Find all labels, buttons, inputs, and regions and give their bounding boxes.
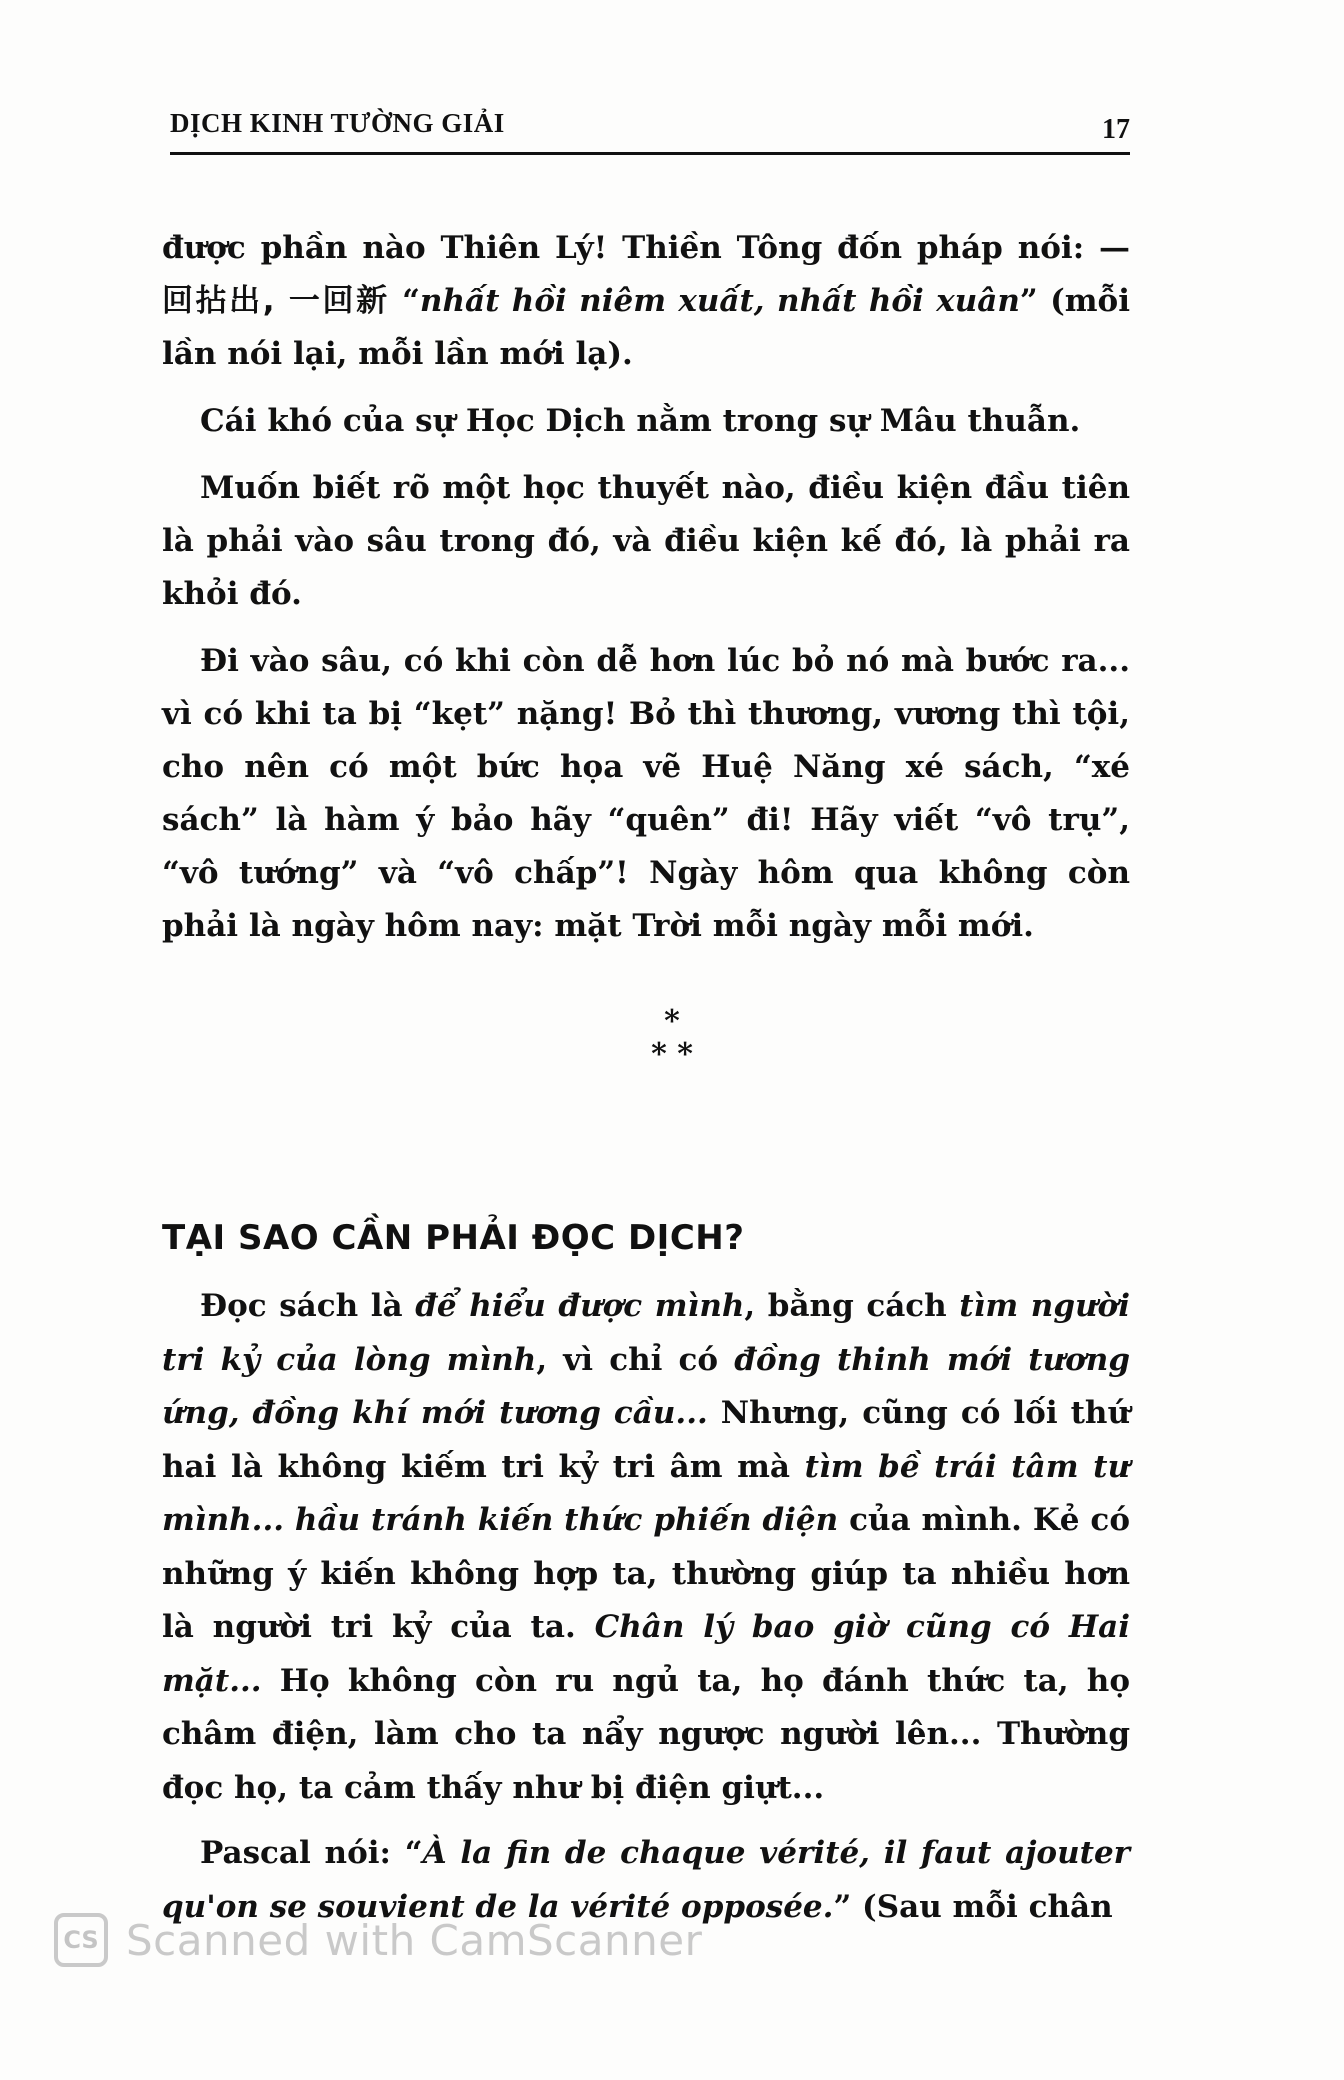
paragraph-3: Muốn biết rõ một học thuyết nào, điều kiện đầu tiên là phải vào sâu trong đó, và điều kiện kế đó, là phải ra khỏi đó. bbox=[162, 470, 1130, 612]
p5-text-b: , bằng cách bbox=[744, 1288, 960, 1324]
camscanner-logo-icon: CS bbox=[54, 1913, 108, 1967]
p5-italic-2: tìm người tri kỷ của lòng mình bbox=[162, 1288, 1130, 1378]
section-one bbox=[162, 222, 1130, 967]
p5-italic-1: để hiểu được mình bbox=[415, 1288, 745, 1324]
p6-text-b: ” (Sau mỗi chân bbox=[833, 1888, 1113, 1925]
p5-text-f: Họ không còn ru ngủ ta, họ đánh thức ta, họ châm điện, làm cho ta nẩy ngược người lên... Thường đọc họ, ta cảm thấy như bị điện giựt... bbox=[162, 1662, 1130, 1806]
scanner-watermark bbox=[54, 1910, 702, 1970]
paragraph-4: Đi vào sâu, có khi còn dễ hơn lúc bỏ nó mà bước ra... vì có khi ta bị “kẹt” nặng! Bỏ thì thương, vương thì tội, cho nên có một bức họa vẽ Huệ Năng xé sách, “xé sách” là hàm ý bảo hãy “quên” đi! Hãy viết “vô trụ”, “vô tướng” và “vô chấp”! Ngày hôm qua không còn phải là ngày hôm nay: mặt Trời mỗi ngày mỗi mới. bbox=[162, 643, 1130, 944]
p5-italic-3: đồng thinh mới tương ứng, đồng khí mới tương cầu... bbox=[162, 1341, 1130, 1431]
divider-star-bottom: * * bbox=[651, 1037, 693, 1072]
paragraph-2: Cái khó của sự Học Dịch nằm trong sự Mâu thuẫn. bbox=[200, 403, 1081, 439]
p1-italic: nhất hồi niêm xuất, nhất hồi xuân bbox=[419, 283, 1020, 319]
chinese-characters: 回拈出, 一回新 bbox=[162, 283, 390, 319]
p5-italic-5: Chân lý bao giờ cũng có Hai mặt... bbox=[162, 1609, 1130, 1699]
p1-text-c: ” (mỗi lần nói lại, mỗi lần mới lạ). bbox=[162, 283, 1131, 372]
running-title: DỊCH KINH TƯỜNG GIẢI bbox=[170, 108, 505, 138]
p6-text-a: Pascal nói: “ bbox=[200, 1835, 423, 1871]
p5-text-a: Đọc sách là bbox=[200, 1288, 416, 1324]
section-two bbox=[162, 1280, 1130, 1946]
p1-text-a: được phần nào Thiên Lý! Thiền Tông đốn pháp nói: — bbox=[162, 230, 1130, 266]
divider-star-top: * bbox=[664, 1004, 680, 1039]
p6-italic-quote: À la fin de chaque vérité, il faut ajouter qu'on se souvient de la vérité opposée. bbox=[162, 1835, 1131, 1925]
p5-italic-4: tìm bề trái tâm tư mình... hầu tránh kiến thức phiến diện bbox=[162, 1448, 1130, 1538]
p5-text-e: của mình. Kẻ có những ý kiến không hợp ta, thường giúp ta nhiều hơn là người tri kỷ của ta. bbox=[162, 1502, 1130, 1645]
p5-text-d: Nhưng, cũng có lối thứ hai là không kiếm tri kỷ tri âm mà bbox=[162, 1395, 1130, 1485]
paragraph-5 bbox=[162, 1280, 1130, 1815]
page-number: 17 bbox=[1102, 114, 1130, 145]
watermark-text: Scanned with CamScanner bbox=[126, 1915, 703, 1965]
paragraph-1 bbox=[162, 222, 1130, 381]
p5-text-c: , vì chỉ có bbox=[536, 1341, 735, 1378]
section-heading: TẠI SAO CẦN PHẢI ĐỌC DỊCH? bbox=[162, 1218, 745, 1258]
running-header bbox=[170, 108, 1130, 155]
p1-text-b: “ bbox=[389, 283, 420, 319]
